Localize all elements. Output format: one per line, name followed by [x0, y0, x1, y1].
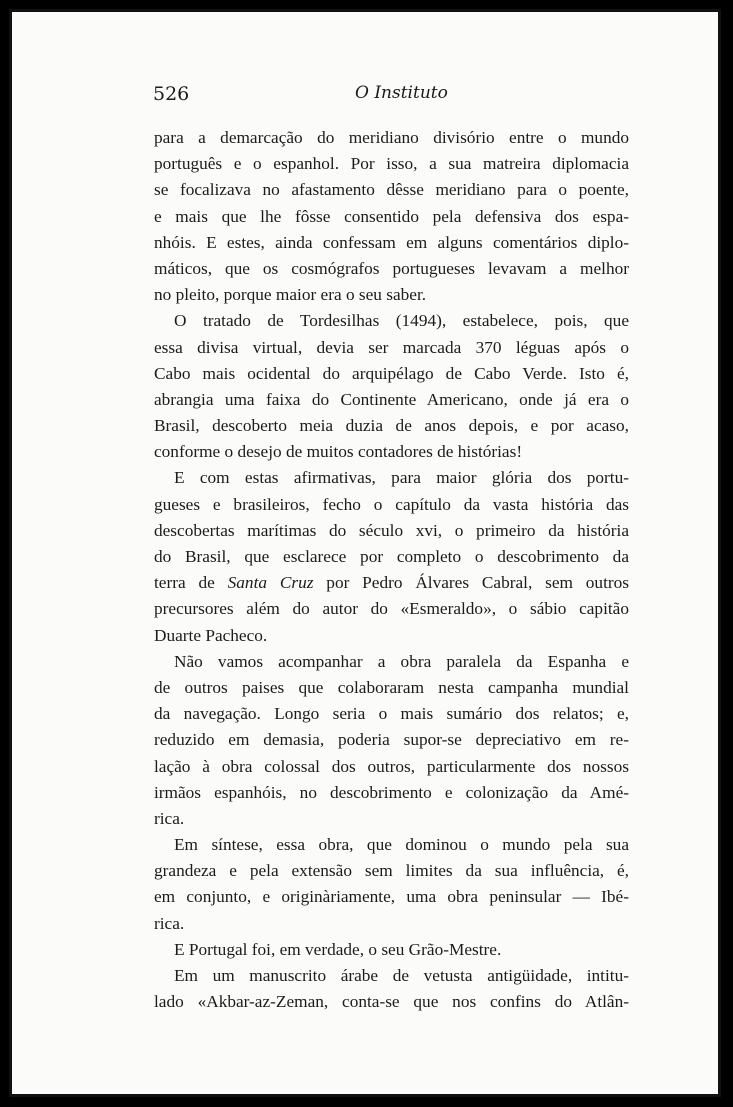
- text-line: Duarte Pacheco.: [154, 625, 268, 645]
- text-line: rica.: [154, 808, 185, 828]
- text-line: Não vamos acompanhar a obra paralela da Espanha e: [174, 651, 629, 671]
- text-fragment: por Pedro Álvares Cabral, sem outros: [313, 573, 629, 593]
- text-line: descobertas marítimas do século xvi, o primeiro da história: [154, 520, 629, 540]
- text-line: lação à obra colossal dos outros, particularmente dos nossos: [154, 756, 629, 776]
- text-line: essa divisa virtual, devia ser marcada 370 léguas após o: [154, 337, 629, 357]
- text-line: se focalizava no afastamento dêsse meridiano para o poente,: [154, 180, 629, 200]
- paragraph-7: [154, 963, 629, 1015]
- text-line: máticos, que os cosmógrafos portugueses levavam a melhor: [154, 258, 629, 278]
- paragraph-1: [154, 125, 629, 308]
- text-line: irmãos espanhóis, no descobrimento e colonização da Amé-: [154, 782, 629, 802]
- text-line: para a demarcação do meridiano divisório entre o mundo: [154, 128, 629, 147]
- text-line: nhóis. E estes, ainda confessam em alguns comentários diplo-: [154, 232, 629, 252]
- text-line: grandeza e pela extensão sem limites da sua influência, é,: [154, 861, 629, 881]
- text-line: da navegação. Longo seria o mais sumário dos relatos; e,: [154, 704, 629, 724]
- running-title: O Instituto: [355, 83, 448, 103]
- text-line: conforme o desejo de muitos contadores de histórias!: [154, 442, 523, 462]
- paragraph-4: [154, 649, 629, 832]
- paragraph-3: [154, 465, 629, 648]
- page-number: 526: [153, 83, 190, 105]
- text-line: gueses e brasileiros, fecho o capítulo da vasta história das: [154, 494, 629, 514]
- text-line: no pleito, porque maior era o seu saber.: [154, 285, 427, 305]
- paragraph-2: [154, 308, 629, 465]
- text-line: e mais que lhe fôsse consentido pela defensiva dos espa-: [154, 206, 629, 226]
- text-line: de outros paises que colaboraram nesta campanha mundial: [154, 677, 629, 697]
- body-text: [154, 125, 629, 1015]
- text-line: português e o espanhol. Por isso, a sua matreira diplomacia: [154, 154, 629, 174]
- text-line: Em um manuscrito árabe de vetusta antigüidade, intitu-: [174, 966, 629, 985]
- book-page: [9, 9, 721, 1097]
- text-line: rica.: [154, 913, 185, 933]
- paragraph-6: [154, 937, 629, 963]
- text-line: Em síntese, essa obra, que dominou o mundo pela sua: [174, 835, 629, 855]
- text-line-santa-cruz: [154, 570, 629, 596]
- text-line: abrangia uma faixa do Continente Americano, onde já era o: [154, 389, 629, 409]
- text-line: O tratado de Tordesilhas (1494), estabelece, pois, que: [174, 311, 629, 331]
- text-line: Brasil, descoberto meia duzia de anos depois, e por acaso,: [154, 416, 629, 436]
- text-line: reduzido em demasia, poderia supor-se depreciativo em re-: [154, 730, 629, 750]
- text-line: Cabo mais ocidental do arquipélago de Cabo Verde. Isto é,: [154, 363, 629, 383]
- page-header: [12, 83, 718, 113]
- italic-place-name: Santa Cruz: [227, 573, 314, 593]
- text-fragment: terra de: [154, 573, 228, 593]
- text-line: do Brasil, que esclarece por completo o descobrimento da: [154, 547, 629, 566]
- paragraph-5: [154, 832, 629, 937]
- text-line: E com estas afirmativas, para maior glória dos portu-: [174, 468, 629, 488]
- text-line: em conjunto, e originàriamente, uma obra peninsular — Ibé-: [154, 887, 629, 907]
- text-line: E Portugal foi, em verdade, o seu Grão-Mestre.: [174, 939, 502, 959]
- text-line: precursores além do autor do «Esmeraldo», o sábio capitão: [154, 599, 629, 619]
- text-line: lado «Akbar-az-Zeman, conta-se que nos confins do Atlân-: [154, 992, 629, 1012]
